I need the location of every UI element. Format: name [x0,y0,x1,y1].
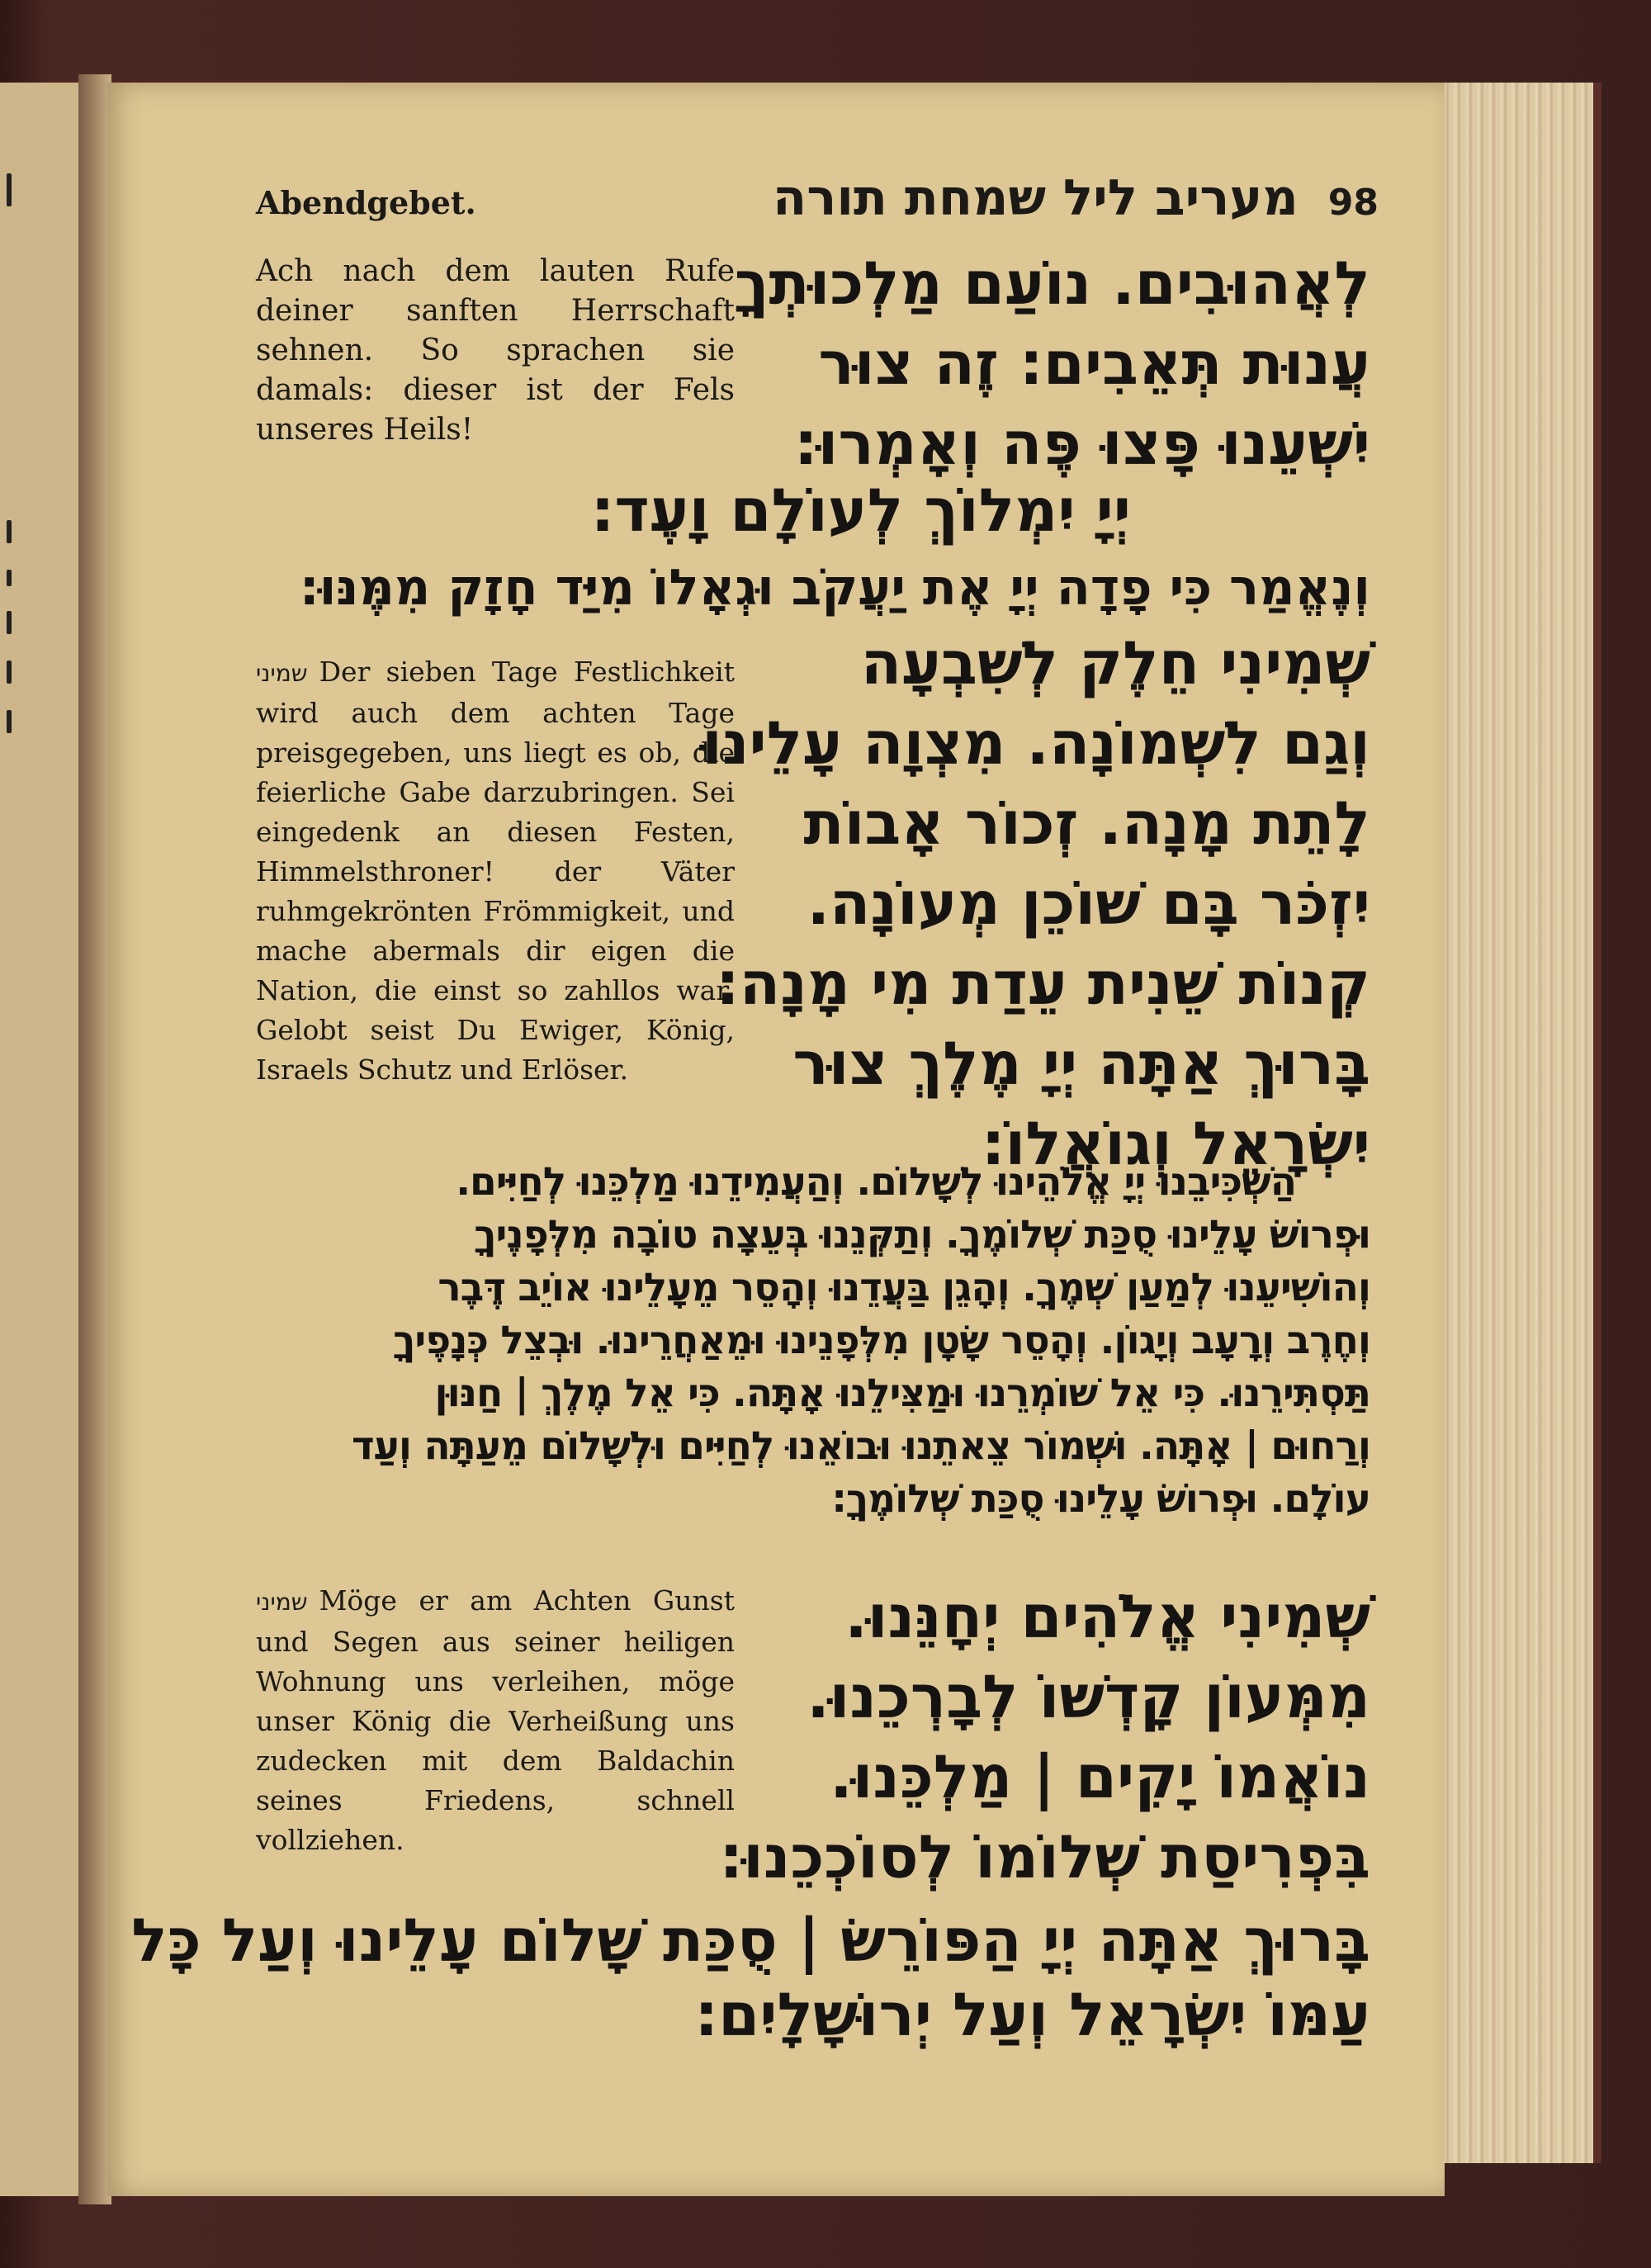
facing-page-edge [0,83,83,2196]
hebrew-line: קְנוֹת שֵׁנִית עֵדַת מִי מָנָה: [715,949,1370,1018]
section-tag: שמיני [256,1589,308,1616]
hebrew-line: מִמְּעוֹן קָדְשׁוֹ לְבָרְכֵנוּ. [807,1662,1370,1731]
facing-page-mark [7,611,12,634]
hebrew-paragraph [149,1156,1370,1526]
hebrew-line: יְיָ יִמְלוֹךְ לְעוֹלָם וָעֶד: [590,476,1131,545]
hebrew-line: וּפְרוֹשׂ עָלֵינוּ סֻכַּת שְׁלוֹמֶךָ. וְתַקְּנֵנוּ בְּעֵצָה טוֹבָה מִלְּפָנֶיךָ [474,1212,1370,1257]
hebrew-full-line [149,559,1370,617]
hebrew-line: יִשְׁעֵנוּ פָּצוּ פֶּה וְאָמְרוּ: [793,409,1370,478]
running-head-right [773,169,1379,227]
german-text: Möge er am Achten Gunst und Segen aus seiner heiligen Wohnung uns verleihen, möge unser König die Verheißung uns zudecken mit dem Baldachin seines Friedens, schnell vollziehen. [256,1584,735,1856]
hebrew-line: נוֹאֲמוֹ יָקִים | מַלְכֵּנוּ. [830,1742,1370,1811]
hebrew-line: הַשְׁכִּיבֵנוּ יְיָ אֱלֹהֵינוּ לְשָׁלוֹם. וְהַעֲמִידֵנוּ מַלְכֵּנוּ לְחַיִּים. [456,1159,1296,1205]
page-stack-edge [1428,83,1601,2163]
hebrew-line: עוֹלָם. וּפְרוֹשׂ עָלֵינוּ סֻכַּת שְׁלוֹמֶךָ: [831,1476,1370,1522]
hebrew-block-3 [660,1577,1370,1897]
hebrew-block-1 [660,244,1370,484]
hebrew-line: שְׁמִינִי חֵלֶק לְשִׁבְעָה [860,628,1370,698]
facing-page-mark [7,710,12,733]
hebrew-line: יִזְכֹּר בָּם שׁוֹכֵן מְעוֹנָה. [807,869,1370,938]
hebrew-line: לְאֲהוּבִים. נוֹעַם מַלְכוּתְךָ [734,249,1370,318]
section-tag: שמיני [256,660,308,687]
facing-page-mark [7,520,12,543]
facing-page-mark [7,570,12,586]
hebrew-line: עַמּוֹ יִשְׂרָאֵל וְעַל יְרוּשָׁלָיִם: [694,1980,1370,2049]
hebrew-line: יִשְׂרָאֵל וְגוֹאֲלוֹ: [981,1109,1370,1178]
hebrew-line: בָּרוּךְ אַתָּה יְיָ הַפּוֹרֵשׂ | סֻכַּת שָׁלוֹם עָלֵינוּ וְעַל כָּל [131,1906,1370,1975]
hebrew-line: בִּפְרִיסַת שְׁלוֹמוֹ לְסוֹכְכֵנוּ: [719,1822,1370,1892]
running-head-title: מעריב ליל שמחת תורה [773,169,1299,227]
german-text: Der sieben Tage Festlichkeit wird auch dem achten Tage preisgegeben, uns liegt es ob, die feierliche Gabe darzubringen. Sei eingedenk an diesen Festen, Himmelsthroner! der Väter ruhmgekrönten Frömmigkeit, und mache abermals dir eigen die Nation, die einst so zahllos war. Gelobt seist Du Ewiger, König, Israels Schutz und Erlöser. [256,656,735,1086]
hebrew-line: לָתֵת מָנָה. זְכוֹר אָבוֹת [803,788,1370,858]
hebrew-block-2 [660,623,1370,1184]
book-page [107,83,1445,2196]
hebrew-line: וְהוֹשִׁיעֵנוּ לְמַעַן שְׁמֶךָ. וְהָגֵן בַּעֲדֵנוּ וְהָסֵר מֵעָלֵינוּ אוֹיֵב דֶּבֶר [438,1265,1370,1310]
running-head-left: Abendgebet. [256,184,476,221]
hebrew-line: וְגַם לִשְׁמוֹנָה. מִצְוָה עָלֵינוּ [702,708,1370,778]
hebrew-line: וְנֶאֱמַר כִּי פָדָה יְיָ אֶת יַעֲקֹב וּגְאָלוֹ מִיַּד חָזָק מִמֶּנּוּ: [299,559,1370,617]
hebrew-line: וְרַחוּם | אָתָּה. וּשְׁמוֹר צֵאתֵנוּ וּבוֹאֵנוּ לְחַיִּים וּלְשָׁלוֹם מֵעַתָּה וְעַד [352,1423,1370,1469]
hebrew-line: תַּסְתִּירֵנוּ. כִּי אֵל שׁוֹמְרֵנוּ וּמַצִּילֵנוּ אָתָּה. כִּי אֵל מֶלֶךְ | חַנּוּן [434,1371,1370,1416]
book-gutter [78,74,111,2204]
facing-page-mark [7,173,12,206]
hebrew-line: עֲנוּת תְּאֵבִים: זֶה צוּר [818,329,1370,398]
german-translation-1: Ach nach dem lauten Rufe deiner sanften Herrschaft sehnen. So sprachen sie damals: dieser ist der Fels unseres Heils! [256,254,735,447]
hebrew-line: שְׁמִינִי אֱלֹהִים יְחָנֵּנוּ. [844,1582,1370,1651]
hebrew-line: בָּרוּךְ אַתָּה יְיָ מֶלֶךְ צוּר [792,1029,1370,1098]
hebrew-closing [131,1903,1370,2052]
running-head [256,169,1379,244]
hebrew-line: וְחֶרֶב וְרָעָב וְיָגוֹן. וְהָסֵר שָׂטָן מִלְּפָנֵינוּ וּמֵאַחֲרֵינוּ. וּבְצֵל כְּנָפֶיךָ [393,1318,1370,1363]
hebrew-centered-line [421,471,1131,551]
page-number: 98 [1327,182,1379,224]
facing-page-mark [7,661,12,684]
